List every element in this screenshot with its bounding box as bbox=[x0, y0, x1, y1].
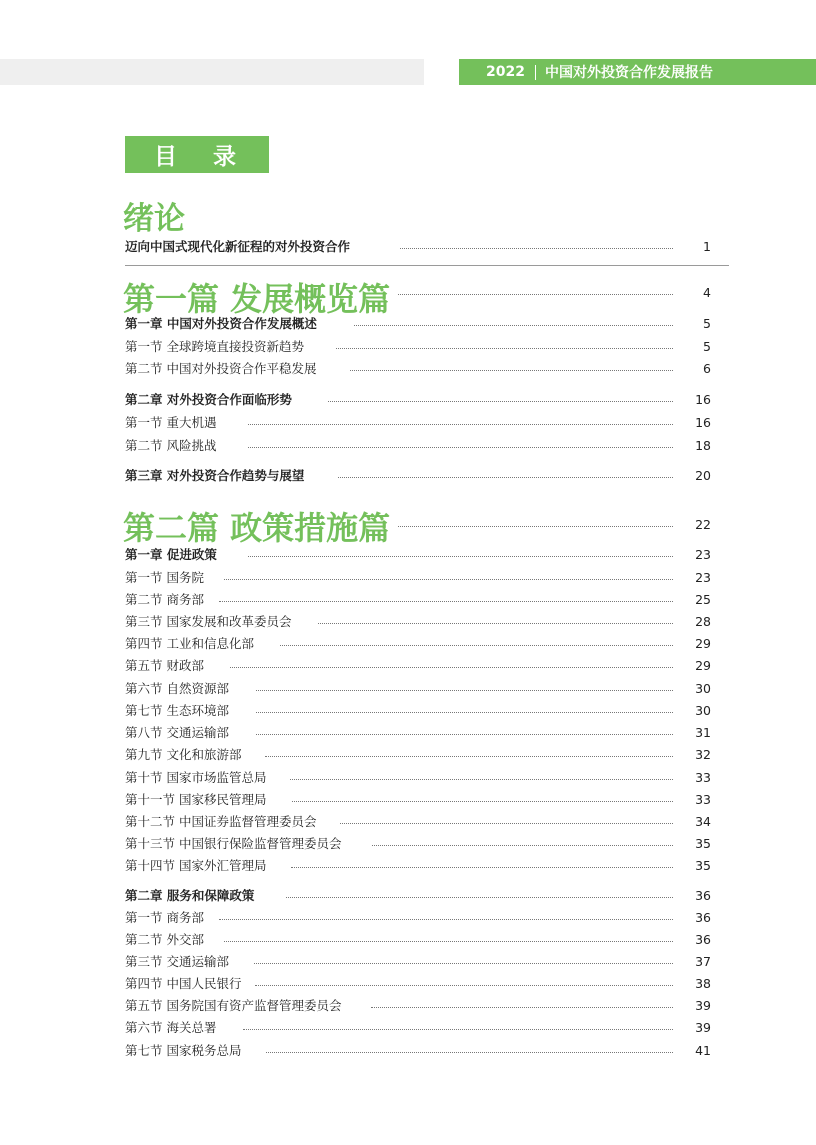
toc-entry-label: 第七节 生态环境部 bbox=[125, 703, 229, 718]
toc-page-number: 30 bbox=[695, 703, 711, 718]
part2-heading: 第二篇 政策措施篇 bbox=[123, 509, 391, 547]
toc-leader-dots bbox=[398, 294, 673, 295]
toc-entry-label: 第八节 交通运输部 bbox=[125, 725, 229, 740]
header-title-band bbox=[459, 59, 816, 85]
toc-page-number: 5 bbox=[703, 339, 711, 354]
toc-entry[interactable] bbox=[125, 238, 711, 256]
toc-page-number: 39 bbox=[695, 1020, 711, 1035]
toc-entry-label: 第一节 商务部 bbox=[125, 910, 204, 925]
toc-entry-label: 第十四节 国家外汇管理局 bbox=[125, 858, 267, 873]
toc-leader-dots bbox=[256, 712, 673, 713]
toc-leader-dots bbox=[336, 348, 673, 349]
toc-entry[interactable] bbox=[125, 975, 711, 993]
toc-page-number: 22 bbox=[695, 517, 711, 532]
toc-entry[interactable] bbox=[125, 887, 711, 905]
toc-entry-label: 第二节 商务部 bbox=[125, 592, 204, 607]
toc-leader-dots bbox=[280, 645, 673, 646]
toc-entry-label: 第四节 工业和信息化部 bbox=[125, 636, 254, 651]
toc-page-number: 16 bbox=[695, 392, 711, 407]
toc-entry-label: 第六节 海关总署 bbox=[125, 1020, 217, 1035]
toc-part-row[interactable] bbox=[125, 516, 711, 534]
toc-leader-dots bbox=[256, 734, 673, 735]
toc-leader-dots bbox=[286, 897, 673, 898]
toc-leader-dots bbox=[256, 690, 673, 691]
toc-entry[interactable] bbox=[125, 591, 711, 609]
toc-entry[interactable] bbox=[125, 769, 711, 787]
header-report-title: 中国对外投资合作发展报告 bbox=[544, 65, 713, 81]
header-year: 2022 bbox=[486, 64, 525, 80]
toc-page-number: 28 bbox=[695, 614, 711, 629]
toc-leader-dots bbox=[371, 1007, 673, 1008]
divider bbox=[125, 265, 729, 266]
toc-page-number: 29 bbox=[695, 636, 711, 651]
toc-leader-dots bbox=[338, 477, 673, 478]
toc-leader-dots bbox=[254, 963, 673, 964]
toc-entry[interactable] bbox=[125, 791, 711, 809]
toc-page-number: 32 bbox=[695, 747, 711, 762]
toc-entry-label: 第二节 风险挑战 bbox=[125, 438, 217, 453]
toc-leader-dots bbox=[248, 424, 673, 425]
toc-page-number: 37 bbox=[695, 954, 711, 969]
toc-leader-dots bbox=[230, 667, 673, 668]
toc-page-number: 35 bbox=[695, 858, 711, 873]
toc-entry-label: 第二章 服务和保障政策 bbox=[125, 888, 255, 903]
toc-leader-dots bbox=[243, 1029, 673, 1030]
toc-entry[interactable] bbox=[125, 315, 711, 333]
toc-page-number: 36 bbox=[695, 932, 711, 947]
toc-page-number: 33 bbox=[695, 792, 711, 807]
toc-entry-label: 第五节 财政部 bbox=[125, 658, 204, 673]
toc-entry-label: 第三节 国家发展和改革委员会 bbox=[125, 614, 292, 629]
toc-entry-label: 第一章 促进政策 bbox=[125, 547, 217, 562]
toc-entry-label: 第二节 外交部 bbox=[125, 932, 204, 947]
toc-title: 目 录 bbox=[125, 136, 269, 173]
toc-page-number: 41 bbox=[695, 1043, 711, 1058]
toc-leader-dots bbox=[350, 370, 673, 371]
toc-entry[interactable] bbox=[125, 835, 711, 853]
toc-entry[interactable] bbox=[125, 467, 711, 485]
toc-entry-label: 第三章 对外投资合作趋势与展望 bbox=[125, 468, 305, 483]
toc-entry[interactable] bbox=[125, 909, 711, 927]
toc-entry[interactable] bbox=[125, 414, 711, 432]
toc-entry-label: 第二节 中国对外投资合作平稳发展 bbox=[125, 361, 317, 376]
toc-entry[interactable] bbox=[125, 657, 711, 675]
toc-entry-label: 第七节 国家税务总局 bbox=[125, 1043, 242, 1058]
toc-leader-dots bbox=[219, 919, 673, 920]
toc-page-number: 25 bbox=[695, 592, 711, 607]
toc-leader-dots bbox=[224, 941, 673, 942]
toc-entry[interactable] bbox=[125, 569, 711, 587]
toc-page-number: 31 bbox=[695, 725, 711, 740]
toc-leader-dots bbox=[328, 401, 673, 402]
toc-page-number: 4 bbox=[703, 285, 711, 300]
toc-entry[interactable] bbox=[125, 746, 711, 764]
header-gray-band bbox=[0, 59, 424, 85]
toc-entry[interactable] bbox=[125, 680, 711, 698]
toc-page-number: 39 bbox=[695, 998, 711, 1013]
toc-leader-dots bbox=[290, 779, 673, 780]
toc-entry-label: 第四节 中国人民银行 bbox=[125, 976, 242, 991]
toc-part-row[interactable] bbox=[125, 284, 711, 302]
toc-page-number: 23 bbox=[695, 570, 711, 585]
toc-page-number: 6 bbox=[703, 361, 711, 376]
toc-entry[interactable] bbox=[125, 1019, 711, 1037]
toc-entry[interactable] bbox=[125, 360, 711, 378]
part1-heading: 第一篇 发展概览篇 bbox=[123, 280, 391, 318]
toc-entry[interactable] bbox=[125, 997, 711, 1015]
intro-heading: 绪论 bbox=[123, 201, 185, 237]
toc-leader-dots bbox=[224, 579, 673, 580]
toc-entry-label: 第一节 国务院 bbox=[125, 570, 204, 585]
toc-page-number: 30 bbox=[695, 681, 711, 696]
header-separator bbox=[535, 65, 536, 80]
toc-entry-label: 第六节 自然资源部 bbox=[125, 681, 229, 696]
toc-leader-dots bbox=[248, 447, 673, 448]
toc-page-number: 23 bbox=[695, 547, 711, 562]
toc-entry[interactable] bbox=[125, 1042, 711, 1060]
toc-leader-dots bbox=[266, 1052, 673, 1053]
toc-entry[interactable] bbox=[125, 813, 711, 831]
toc-entry[interactable] bbox=[125, 857, 711, 875]
toc-page-number: 5 bbox=[703, 316, 711, 331]
toc-leader-dots bbox=[255, 985, 673, 986]
toc-entry-label: 第一节 全球跨境直接投资新趋势 bbox=[125, 339, 304, 354]
toc-entry-label: 第十一节 国家移民管理局 bbox=[125, 792, 267, 807]
toc-entry-label: 第九节 文化和旅游部 bbox=[125, 747, 242, 762]
toc-entry[interactable] bbox=[125, 546, 711, 564]
toc-leader-dots bbox=[265, 756, 673, 757]
toc-entry[interactable] bbox=[125, 437, 711, 455]
toc-entry-label: 第二章 对外投资合作面临形势 bbox=[125, 392, 292, 407]
toc-leader-dots bbox=[354, 325, 673, 326]
toc-page-number: 16 bbox=[695, 415, 711, 430]
toc-page-number: 34 bbox=[695, 814, 711, 829]
toc-leader-dots bbox=[398, 526, 673, 527]
toc-page-number: 36 bbox=[695, 910, 711, 925]
toc-entry[interactable] bbox=[125, 931, 711, 949]
toc-page-number: 29 bbox=[695, 658, 711, 673]
toc-leader-dots bbox=[400, 248, 673, 249]
toc-page-number: 35 bbox=[695, 836, 711, 851]
toc-leader-dots bbox=[248, 556, 673, 557]
toc-leader-dots bbox=[291, 867, 673, 868]
toc-page-number: 1 bbox=[703, 239, 711, 254]
toc-entry[interactable] bbox=[125, 724, 711, 742]
toc-entry[interactable] bbox=[125, 391, 711, 409]
toc-entry-label: 第三节 交通运输部 bbox=[125, 954, 229, 969]
toc-entry-label: 第五节 国务院国有资产监督管理委员会 bbox=[125, 998, 342, 1013]
toc-entry[interactable] bbox=[125, 338, 711, 356]
toc-page-number: 20 bbox=[695, 468, 711, 483]
toc-entry[interactable] bbox=[125, 613, 711, 631]
toc-entry[interactable] bbox=[125, 953, 711, 971]
toc-entry-label: 第十节 国家市场监管总局 bbox=[125, 770, 267, 785]
toc-entry-label: 第一章 中国对外投资合作发展概述 bbox=[125, 316, 317, 331]
toc-page-number: 18 bbox=[695, 438, 711, 453]
toc-leader-dots bbox=[219, 601, 673, 602]
toc-page-number: 33 bbox=[695, 770, 711, 785]
toc-entry-label: 第十三节 中国银行保险监督管理委员会 bbox=[125, 836, 342, 851]
toc-page-number: 38 bbox=[695, 976, 711, 991]
toc-leader-dots bbox=[318, 623, 673, 624]
toc-entry-label: 第十二节 中国证券监督管理委员会 bbox=[125, 814, 317, 829]
toc-entry[interactable] bbox=[125, 702, 711, 720]
toc-leader-dots bbox=[340, 823, 673, 824]
toc-entry[interactable] bbox=[125, 635, 711, 653]
toc-entry-label: 迈向中国式现代化新征程的对外投资合作 bbox=[125, 239, 351, 254]
toc-leader-dots bbox=[372, 845, 673, 846]
toc-entry-label: 第一节 重大机遇 bbox=[125, 415, 217, 430]
toc-page-number: 36 bbox=[695, 888, 711, 903]
toc-leader-dots bbox=[292, 801, 673, 802]
